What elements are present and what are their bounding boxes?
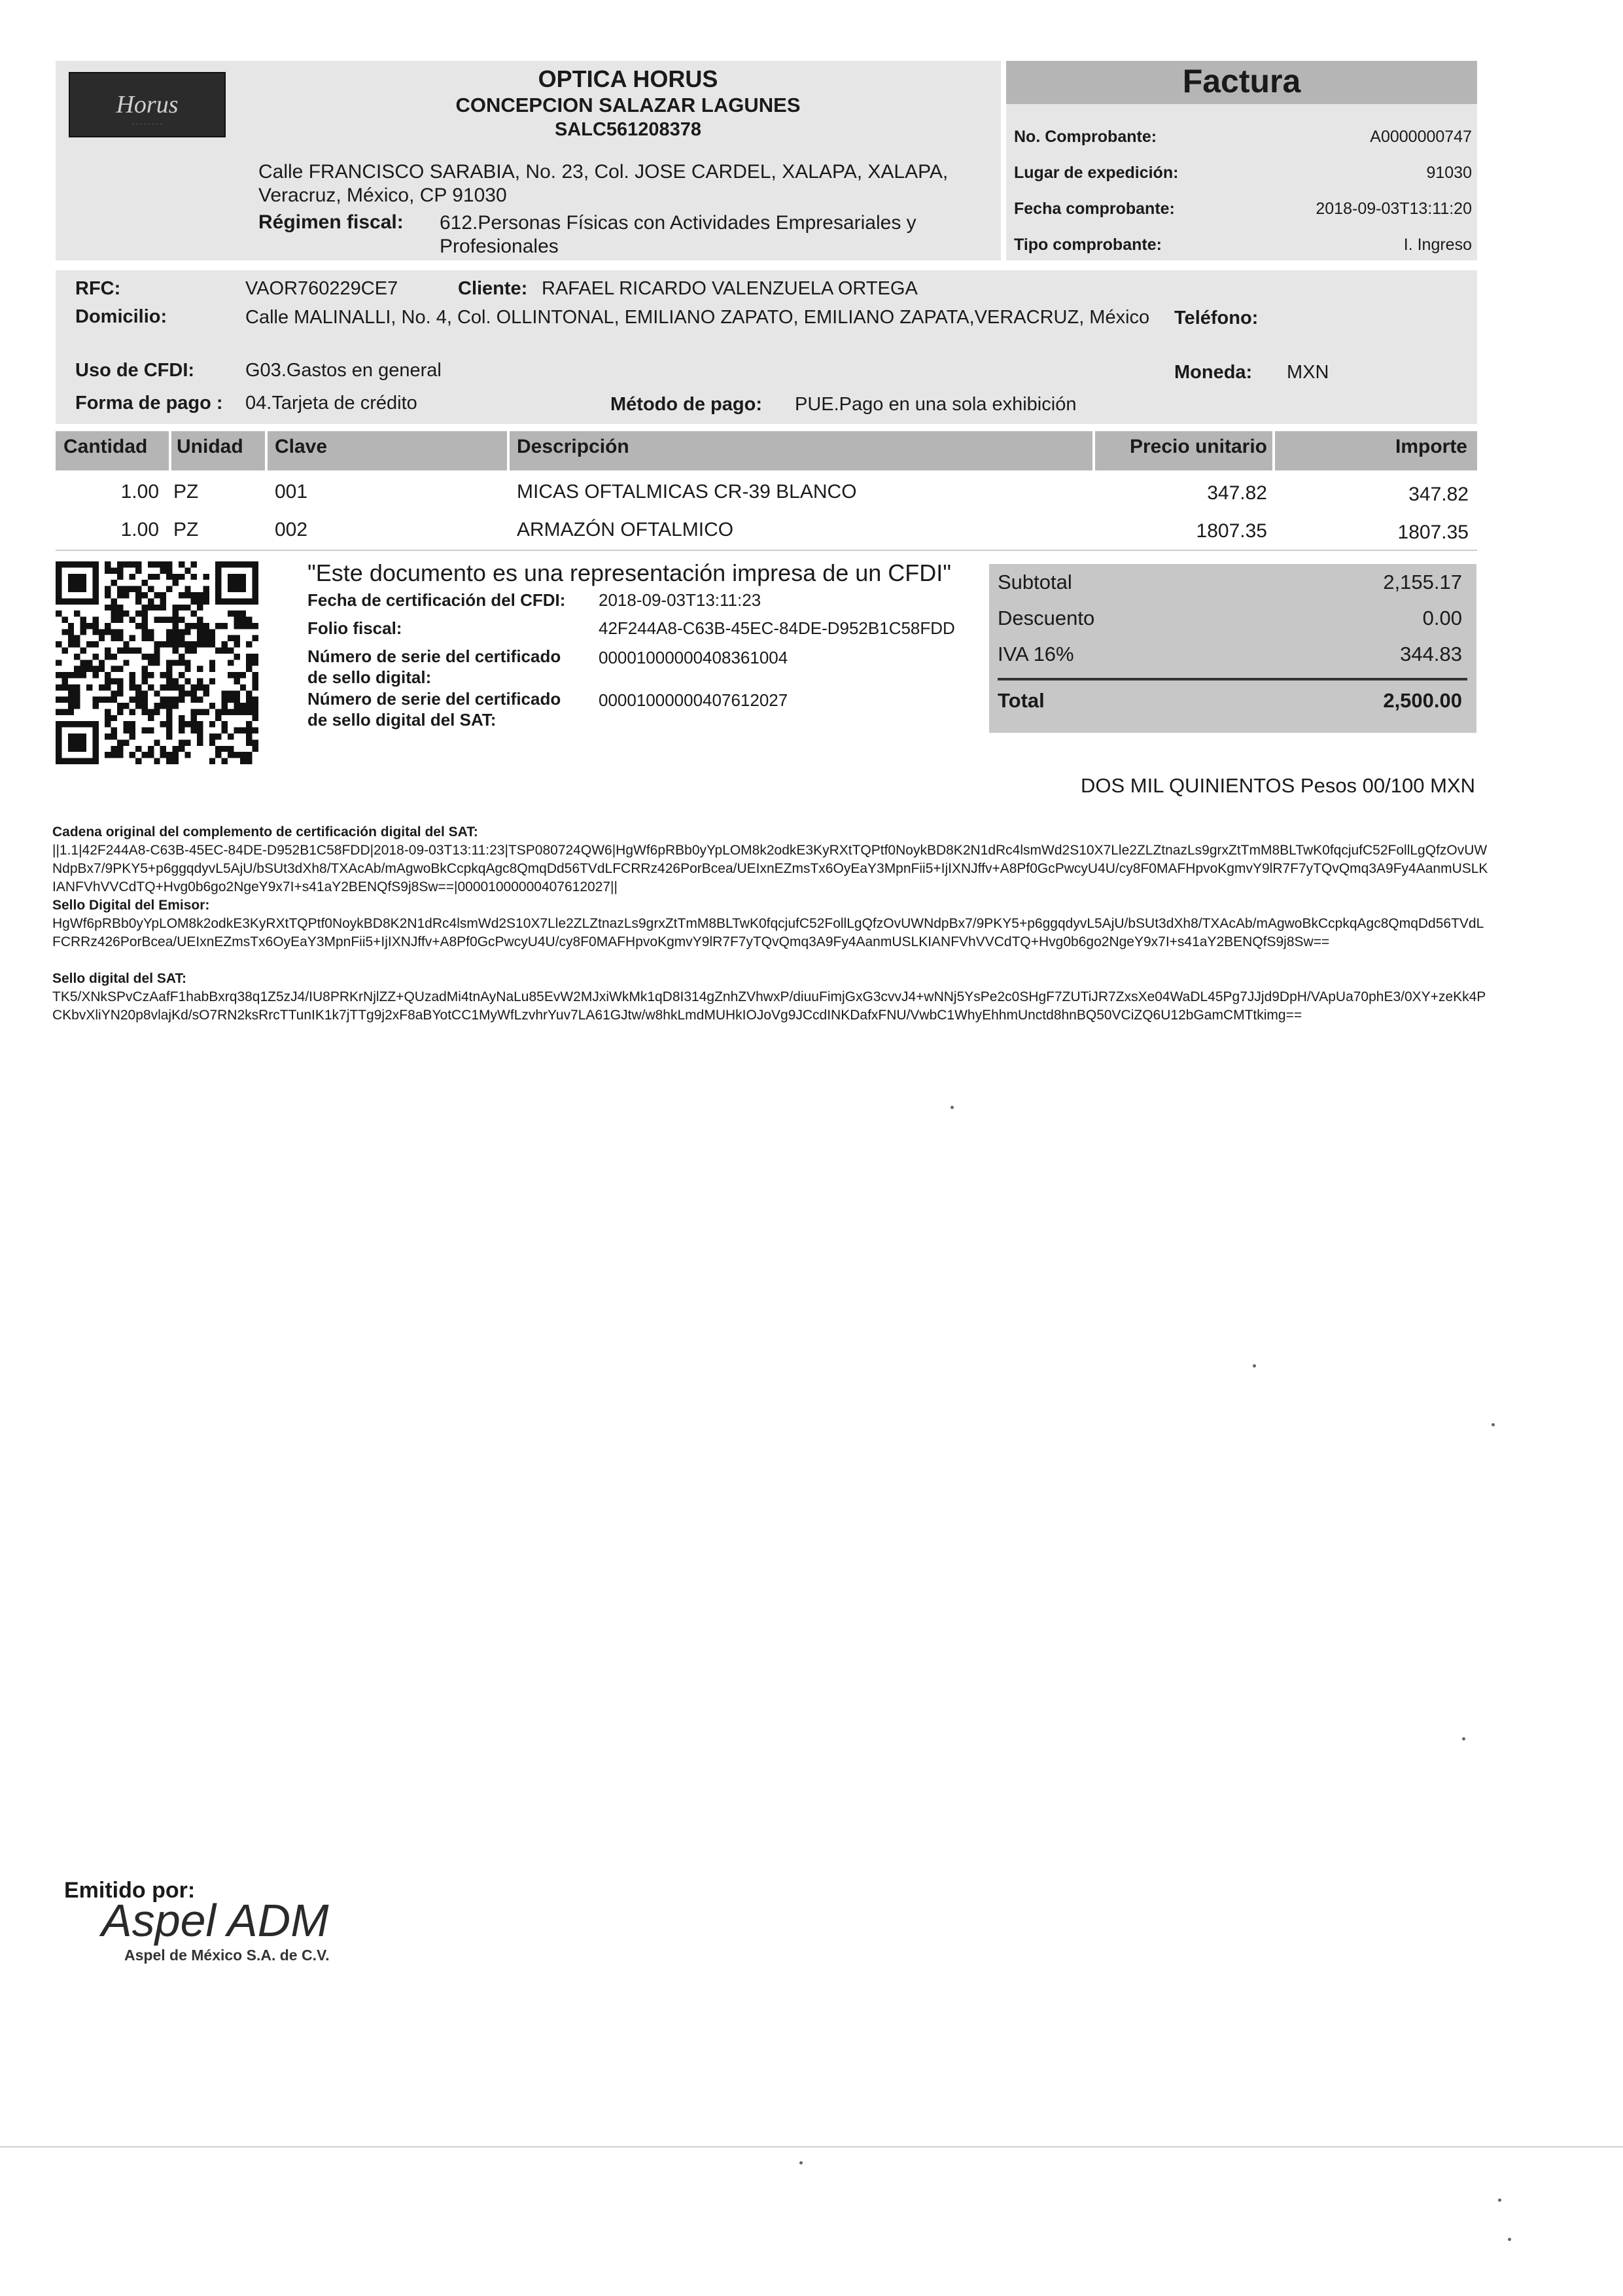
regimen-value: 612.Personas Físicas con Actividades Empresariales y Profesionales [440, 212, 916, 257]
scan-speck [799, 2161, 803, 2164]
total-value: 2,500.00 [1383, 689, 1462, 712]
scan-speck [951, 1106, 954, 1109]
telefono-label: Teléfono: [1174, 308, 1259, 328]
row1-unidad: PZ [173, 481, 199, 503]
serie-sat-label-line2: de sello digital del SAT: [307, 710, 497, 730]
owner-name: CONCEPCION SALAZAR LAGUNES [455, 94, 801, 116]
row1-cantidad: 1.00 [120, 481, 159, 503]
sello-emisor-title: Sello Digital del Emisor: [52, 898, 210, 913]
col-precio-unitario: Precio unitario [1129, 436, 1267, 457]
domicilio-label: Domicilio: [75, 306, 167, 327]
row1-descripcion: MICAS OFTALMICAS CR-39 BLANCO [517, 481, 857, 503]
serie-sat-value: 00001000000407612027 [599, 690, 788, 710]
iva-label: IVA 16% [998, 643, 1074, 665]
col-descripcion: Descripción [517, 436, 629, 457]
client-label: Cliente: [458, 278, 528, 299]
cfdi-statement: "Este documento es una representación impresa de un CFDI" [307, 559, 952, 586]
total-label: Total [998, 689, 1045, 712]
invoice-type-label: Tipo comprobante: [1014, 236, 1162, 254]
amount-in-words: DOS MIL QUINIENTOS Pesos 00/100 MXN [1081, 774, 1475, 797]
folio-value: 42F244A8-C63B-45EC-84DE-D952B1C58FDD [599, 618, 955, 638]
sello-sat-title: Sello digital del SAT: [52, 971, 186, 986]
rfc-label: RFC: [75, 278, 121, 299]
header-separator [1092, 431, 1095, 470]
emitido-por-label: Emitido por: [64, 1878, 196, 1903]
scan-speck [1492, 1423, 1495, 1426]
sello-emisor-text: HgWf6pRBb0yYpLOM8k2odkE3KyRXtTQPtf0NoykBD8K2N1dRc4lsmWd2S10X7Lle2ZLZtnazLs9grxZtTmM8BLTwK0fqcjufC52FollLgQfzOvUWNdpBx7/9PKY5+p6ggqdyvL5AjU/bSUt3dXh8/TXAcAb/mAgwoBkCcpkqAgc8QmqDd56TVdLFCRRz426PorBcea/UEIxnEZmsTx6OyEaY3MpnFii5+IjIXNJffv+A8Pf0GcPwcyU4U/cy8F0MAFHpvoKgmvY9lR7F7yTQvQmq3A9Fy4AanmUSLKIANFVhVVCdTQ+Hvg0b6go2NgeY9x7I+s41aY2BENQfS9j8Sw== [52, 916, 1484, 949]
cadena-original-text: ||1.1|42F244A8-C63B-45EC-84DE-D952B1C58FDD|2018-09-03T13:11:23|TSP080724QW6|HgWf6pRBb0yYpLOM8k2odkE3KyRXtTQPtf0NoykBD8K2N1dRc4lsmWd2S10X7Lle2ZLZtnazLs9grxZtTmM8BLTwK0fqcjufC52FollLgQfzOvUWNdpBx7/9PKY5+p6ggqdyvL5AjU/bSUt3dXh8/TXAcAb/mAgwoBkCcpkqAgc8QmqDd56TVdLFCRRz426PorBcea/UEIxnEZmsTx6OyEaY3MpnFii5+IjIXNJffv+A8Pf0GcPwcyU4U/cy8F0MAFHpvoKgmvY9lR7F7yTQvQmq3A9Fy4AanmUSLKIANFVhVVCdTQ+Hvg0b6go2NgeY9x7I+s41aY2BENQfS9j8Sw==|00001000000407612027|| [52, 843, 1488, 894]
iva-value: 344.83 [1400, 643, 1462, 665]
scan-speck [1462, 1737, 1465, 1740]
invoice-title: Factura [1182, 63, 1301, 99]
serie-label-line2: de sello digital: [307, 667, 432, 687]
metodo-pago-label: Método de pago: [610, 394, 762, 415]
metodo-pago-value: PUE.Pago en una sola exhibición [795, 394, 1077, 415]
logo-tagline-mark: · · · · · · · · [131, 120, 163, 128]
row2-clave: 002 [275, 519, 308, 540]
invoice-number-value: A0000000747 [1370, 128, 1472, 146]
row2-unidad: PZ [173, 519, 199, 540]
regimen-label: Régimen fiscal: [258, 211, 404, 233]
rfc-value: VAOR760229CE7 [245, 278, 398, 299]
aspel-company: Aspel de México S.A. de C.V. [124, 1947, 330, 1964]
row1-precio: 347.82 [1207, 482, 1267, 504]
header-separator [169, 431, 171, 470]
owner-rfc: SALC561208378 [554, 119, 702, 140]
descuento-row [998, 607, 1462, 630]
uso-cfdi-value: G03.Gastos en general [245, 360, 442, 381]
expedition-place-value: 91030 [1426, 164, 1472, 182]
col-cantidad: Cantidad [63, 436, 148, 457]
header-separator [1272, 431, 1275, 470]
total-row [998, 689, 1462, 713]
subtotal-label: Subtotal [998, 571, 1072, 593]
forma-pago-value: 04.Tarjeta de crédito [245, 393, 417, 414]
iva-row [998, 643, 1462, 666]
scan-speck [1508, 2238, 1511, 2241]
invoice-date-value: 2018-09-03T13:11:20 [1316, 200, 1472, 218]
serie-sat-label-line1: Número de serie del certificado [307, 689, 561, 709]
col-unidad: Unidad [177, 436, 243, 457]
moneda-label: Moneda: [1174, 362, 1253, 383]
row2-cantidad: 1.00 [120, 519, 159, 540]
descuento-value: 0.00 [1422, 607, 1462, 629]
folio-label: Folio fiscal: [307, 618, 402, 638]
table-bottom-rule [56, 550, 1477, 551]
row2-importe: 1807.35 [1397, 521, 1469, 543]
header-separator [265, 431, 268, 470]
invoice-type-value: I. Ingreso [1403, 236, 1472, 254]
serie-label-line1: Número de serie del certificado [307, 646, 561, 666]
header-separator [507, 431, 510, 470]
company-logo [69, 72, 226, 137]
subtotal-row [998, 571, 1462, 594]
logo-wordmark: Horus [116, 91, 179, 118]
serie-value: 00001000000408361004 [599, 648, 788, 667]
invoice-number-label: No. Comprobante: [1014, 128, 1157, 146]
qr-code [56, 561, 258, 764]
scan-speck [1253, 1364, 1256, 1368]
company-name: OPTICA HORUS [538, 65, 718, 92]
moneda-value: MXN [1287, 362, 1329, 383]
row2-descripcion: ARMAZÓN OFTALMICO [517, 519, 734, 540]
row1-clave: 001 [275, 481, 308, 503]
issuer-address: Calle FRANCISCO SARABIA, No. 23, Col. JOSE CARDEL, XALAPA, XALAPA, Veracruz, México, CP 91030 [258, 161, 949, 206]
forma-pago-label: Forma de pago : [75, 393, 223, 414]
cadena-original-title: Cadena original del complemento de certificación digital del SAT: [52, 824, 478, 839]
scan-speck [1498, 2199, 1501, 2202]
col-importe: Importe [1395, 436, 1467, 457]
cert-date-label: Fecha de certificación del CFDI: [307, 590, 566, 610]
domicilio-value: Calle MALINALLI, No. 4, Col. OLLINTONAL, EMILIANO ZAPATO, EMILIANO ZAPATA,VERACRUZ, México [245, 307, 1150, 328]
row1-importe: 347.82 [1408, 484, 1469, 505]
invoice-date-label: Fecha comprobante: [1014, 200, 1175, 218]
client-value: RAFAEL RICARDO VALENZUELA ORTEGA [542, 278, 918, 299]
row2-precio: 1807.35 [1196, 520, 1267, 542]
col-clave: Clave [275, 436, 328, 457]
sello-sat-text: TK5/XNkSPvCzAafF1habBxrq38q1Z5zJ4/IU8PRKrNjlZZ+QUzadMi4tnAyNaLu85EvW2MJxiWkMk1qD8I314gZnhZVhwxP/diuuFimjGxG3cvvJ4+wNNj5YsPe2c0SHgF7ZUTiJR7ZxsXe04WaDL45Pg7JJjd9DpH/VApUa70phE3/0XY+zeKk4PCKbvXliYN20p8vlajKd/sO7RN2ksRrcTTunIK1k7jTTg9j2xF8aBYotCC1MyWfLzvhrYuv7LA61GJtw/w8hkLmdMUHkIOJoVg9JCcdINKDafxFNU/VwbC1WhyEhhmUnctd8hnBQ50VCiZQ6U12bGamCMTtkimg== [52, 989, 1486, 1023]
scan-edge-line [0, 2146, 1623, 2147]
descuento-label: Descuento [998, 607, 1095, 629]
expedition-place-label: Lugar de expedición: [1014, 164, 1179, 182]
subtotal-value: 2,155.17 [1383, 571, 1462, 593]
aspel-logo: Aspel ADM [101, 1895, 329, 1946]
totals-rule [998, 678, 1467, 680]
uso-cfdi-label: Uso de CFDI: [75, 360, 195, 381]
cert-date-value: 2018-09-03T13:11:23 [599, 590, 761, 610]
